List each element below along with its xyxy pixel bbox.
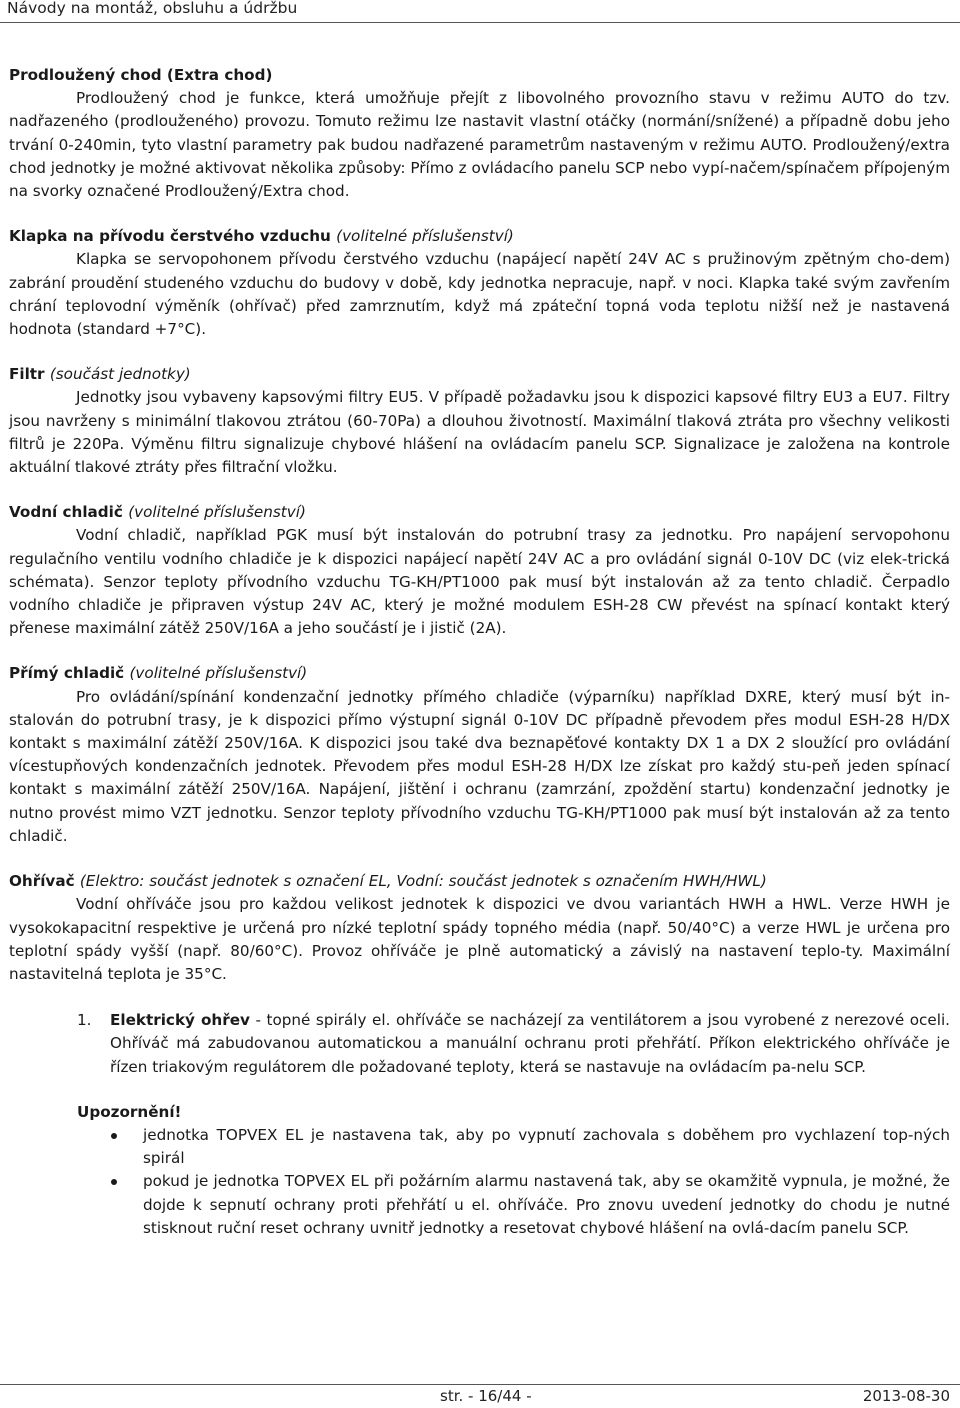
numbered-list	[77, 1009, 950, 1079]
document-body	[9, 64, 950, 1262]
section-heading: Prodloužený chod (Extra chod)	[9, 66, 273, 84]
section-prodlouzeny-chod	[9, 64, 950, 203]
header-divider	[0, 22, 960, 23]
bullet-icon	[111, 1133, 117, 1139]
section-heading: Klapka na přívodu čerstvého vzduchu	[9, 227, 331, 246]
list-item	[77, 1009, 950, 1079]
section-klapka	[9, 225, 950, 341]
section-heading: Ohřívač	[9, 872, 75, 891]
section-heading: Přímý chladič	[9, 664, 125, 683]
section-note: (volitelné příslušenství)	[128, 503, 306, 522]
list-item	[77, 1170, 950, 1240]
list-item-bold: Elektrický ohřev	[110, 1011, 250, 1030]
section-heading: Filtr	[9, 365, 45, 384]
warning-title: Upozornění!	[77, 1102, 182, 1121]
section-note: (Elektro: součást jednotek s označení EL, Vodní: součást jednotek s označením HWH/HWL)	[79, 872, 767, 891]
section-text: Klapka se servopohonem přívodu čerstvého vzduchu (napájecí napětí 24V AC s pružinovým zpětným cho-dem) zabrání proudění studeného vzduchu do budovy v době, kdy jednotka nepracuje, např. v noci. Klapka také svým zavřením chrání teplovodní výměník (ohřívač) před zamrznutím, když má zpáteční topná voda teplotu nižší než je nastavená hodnota (standard +7°C).	[9, 250, 950, 339]
section-note: (volitelné příslušenství)	[336, 227, 514, 246]
page-number: str. - 16/44 -	[440, 1387, 532, 1405]
section-vodni-chladic	[9, 501, 950, 640]
section-primy-chladic	[9, 662, 950, 848]
section-heading: Vodní chladič	[9, 503, 123, 522]
section-ohrivac	[9, 870, 950, 1240]
bullet-text: jednotka TOPVEX EL je nastavena tak, aby po vypnutí zachovala s doběhem pro vychlazení top-ných spirál	[143, 1125, 950, 1168]
section-text: Vodní ohříváče jsou pro každou velikost jednotek k dispozici ve dvou variantách HWH a HWL. Verze HWH je vysokokapacitní respektive je určená pro nízké teplotní spády topného média (např. 50/40°C) a verze HWL je určena pro teplotní spády vyšší (např. 80/60°C). Provoz ohříváče je plně automatický a závislý na nastavení teplo-ty. Maximální nastavitelná teplota je 35°C.	[9, 895, 950, 983]
footer-divider	[0, 1384, 960, 1385]
document-date: 2013-08-30	[862, 1387, 950, 1405]
section-note: (volitelné příslušenství)	[129, 664, 308, 683]
warning-bullets	[77, 1124, 950, 1240]
list-item-text: - topné spirály el. ohříváče se nacházejí za ventilátorem a jsou vyrobené z nerezové oceli. Ohříváč má zabudovanou automatickou a manuální ochranu proti přehřátí. Příkon elektrického ohříváče je řízen triakovým regulátorem dle požadované teploty, která se nastavuje na ovládacím pa-nelu SCP.	[110, 1011, 950, 1076]
list-item-number: 1.	[77, 1011, 92, 1030]
section-filtr	[9, 363, 950, 479]
section-note: (součást jednotky)	[49, 365, 191, 384]
section-text: Pro ovládání/spínání kondenzační jednotky přímého chladiče (výparníku) například DXRE, který musí být in-stalován do potrubní trasy, je k dispozici přímo výstupní signál 0-10V DC případně převodem přes modul ESH-28 H/DX kontakt s maximální zátěží 250V/16A. K dispozici jsou také dva beznapěťové kontakty DX 1 a DX 2 sloužící pro ovládání vícestupňových kondenzačních jednotek. Převodem přes modul ESH-28 H/DX lze získat pro každý stu-peň jeden spínací kontakt s maximální zátěží 250V/16A. Napájení, jištění i ochranu (zamrzání, zpoždění startu) kondenzační jednotky je nutno provést mimo VZT jednotku. Senzor teploty přívodního vzduchu TG-KH/PT1000 pak musí být instalován až za tento chladič.	[9, 687, 950, 845]
page-header-title: Návody na montáž, obsluhu a údržbu	[7, 0, 298, 17]
list-item	[77, 1124, 950, 1170]
bullet-text: pokud je jednotka TOPVEX EL při požárním alarmu nastavená tak, aby se okamžitě vypnula, je možné, že dojde k sepnutí ochrany proti přehřátí u el. ohříváče. Pro znovu uvedení jednotky do chodu je nutné stisknout ruční reset ochrany uvnitř jednotky a resetovat chybové hlášení na ovlá-dacím panelu SCP.	[143, 1172, 950, 1237]
bullet-icon	[111, 1179, 117, 1185]
section-text: Vodní chladič, například PGK musí být instalován do potrubní trasy za jednotku. Pro napájení servopohonu regulačního ventilu vodního chladiče je k dispozici napájecí napětí 24V AC a pro ovládání signál 0-10V DC (viz elek-trická schémata). Senzor teploty přívodního vzduchu TG-KH/PT1000 pak musí být instalován až za tento chladič. Čerpadlo vodního chladiče je připraven výstup 24V AC, který je možné modulem ESH-28 CW převést na spínací kontakt který přenese maximální zátěž 250V/16A a jeho součástí je i jistič (2A).	[9, 526, 950, 638]
section-text: Jednotky jsou vybaveny kapsovými filtry EU5. V případě požadavku jsou k dispozici kapsové filtry EU3 a EU7. Filtry jsou navrženy s minimální tlakovou ztrátou (60-70Pa) a dlouhou životností. Maximální tlaková ztráta pro všechny velikosti filtrů je 220Pa. Výměnu filtru signalizuje chybové hlášení na ovládacím panelu SCP. Signalizace je založena na kontrole aktuální tlakové ztráty přes filtrační vložku.	[9, 388, 950, 477]
section-text: Prodloužený chod je funkce, která umožňuje přejít z libovolného provozního stavu v režimu AUTO do tzv. nadřazeného (prodlouženého) provozu. Tomuto režimu lze nastavit vlastní otáčky (normání/snížené) a případně dobu jeho trvání 0-240min, tyto vlastní parametry pak budou nadřazené parametrům nastaveným v režimu AUTO. Prodloužený/extra chod jednotky je možné aktivovat několika způsoby: Přímo z ovládacího panelu SCP nebo vypí-načem/spínačem přípojeným na svorky označené Prodloužený/Extra chod.	[9, 89, 950, 201]
